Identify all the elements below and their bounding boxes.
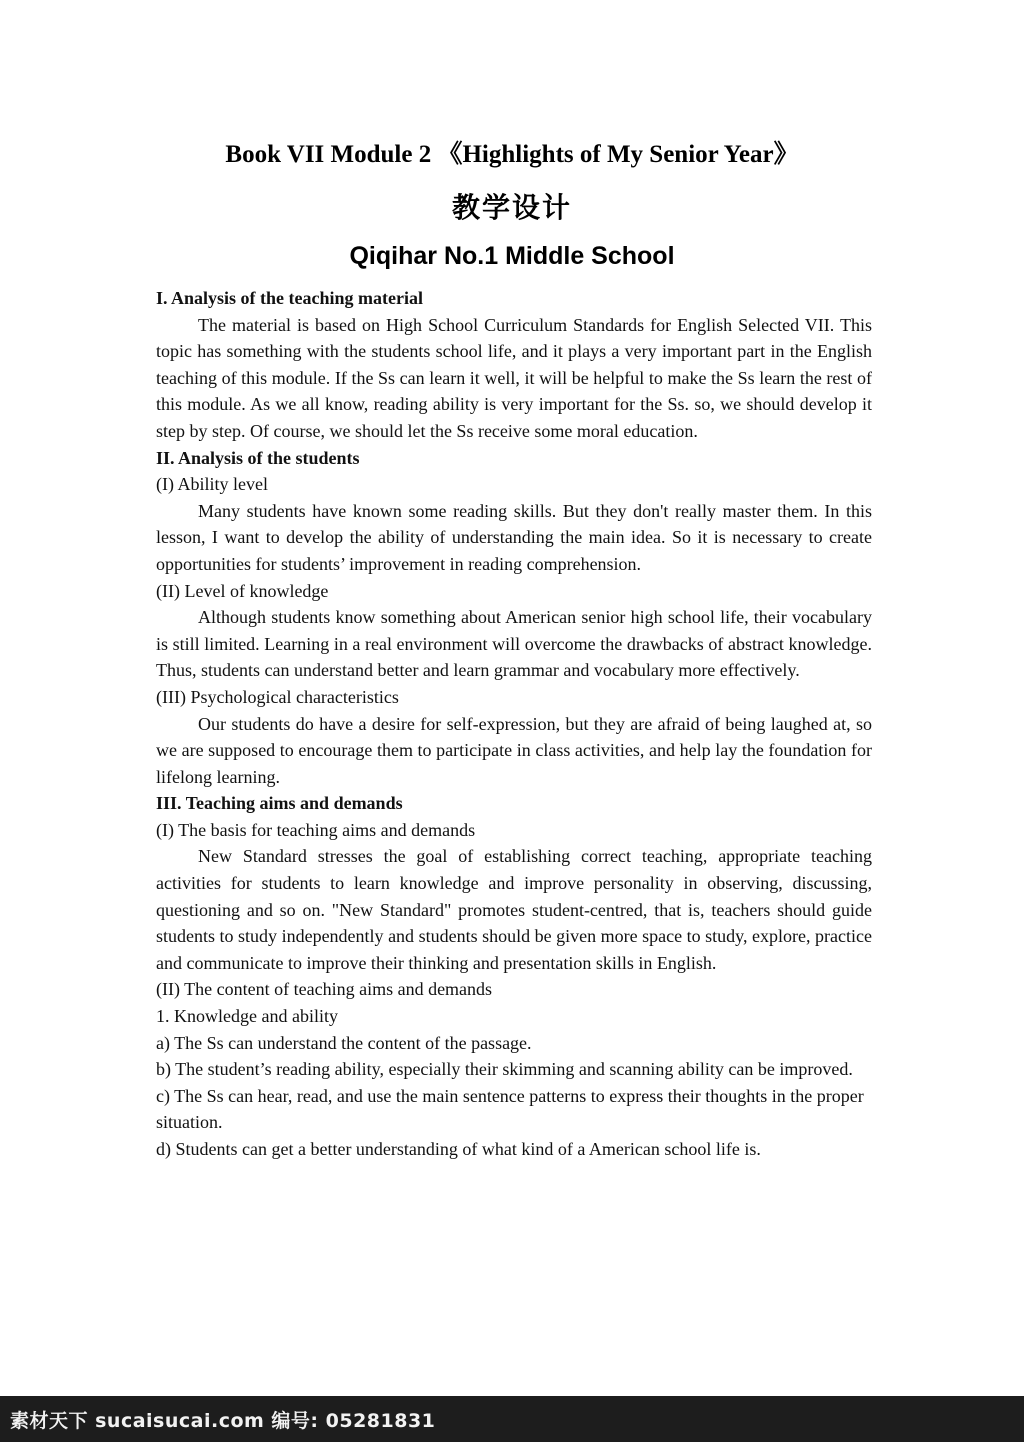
subheading: (II) The content of teaching aims and demands	[156, 979, 493, 1000]
section-heading-2: II. Analysis of the students	[156, 447, 360, 468]
paragraph: New Standard stresses the goal of establishing correct teaching, appropriate teaching activities for students to learn knowledge and improve personality in observing, discussing, questioning and so on. "New Standard" promotes student-centred, that is, teachers should guide students to study independently and students should be given more space to study, explore, practice and communicate to improve their thinking and presentation skills in English.	[156, 846, 872, 973]
list-item: c) The Ss can hear, read, and use the main sentence patterns to express their thoughts in the proper situation.	[156, 1085, 864, 1133]
paragraph: The material is based on High School Curriculum Standards for English Selected VII. This topic has something with the students school life, and it plays a very important part in the English teaching of this module. If the Ss can learn it well, it will be helpful to make the Ss learn the rest of this module. As we all know, reading ability is very important for the Ss. so, we should develop it step by step. Of course, we should let the Ss receive some moral education.	[156, 314, 872, 441]
watermark-text: 素材天下 sucaisucai.com 编号: 05281831	[10, 1410, 436, 1432]
subheading: (I) Ability level	[156, 474, 268, 495]
document-body	[156, 285, 872, 1163]
paragraph: Many students have known some reading skills. But they don't really master them. In this lesson, I want to develop the ability of understanding the main idea. So it is necessary to create opportunities for students’ improvement in reading comprehension.	[156, 500, 872, 574]
list-item: b) The student’s reading ability, especially their skimming and scanning ability can be improved.	[156, 1059, 853, 1080]
watermark-bar	[0, 1396, 1024, 1442]
paragraph: Although students know something about American senior high school life, their vocabulary is still limited. Learning in a real environment will overcome the drawbacks of abstract knowledge. Thus, students can understand better and learn grammar and vocabulary more effectively.	[156, 607, 872, 681]
section-heading-3: III. Teaching aims and demands	[156, 793, 403, 814]
subheading: (I) The basis for teaching aims and demands	[156, 819, 476, 840]
section-heading-1: I. Analysis of the teaching material	[156, 288, 423, 308]
list-item: a) The Ss can understand the content of the passage.	[156, 1032, 532, 1053]
list-item: d) Students can get a better understanding of what kind of a American school life is.	[156, 1139, 761, 1159]
subheading: (III) Psychological characteristics	[156, 686, 399, 707]
page-subtitle: 教学设计	[451, 193, 572, 224]
school-name: Qiqihar No.1 Middle School	[349, 242, 675, 270]
list-item: 1. Knowledge and ability	[156, 1006, 338, 1027]
page-title: Book VII Module 2 《Highlights of My Senior Year》	[225, 141, 799, 168]
subheading: (II) Level of knowledge	[156, 580, 329, 601]
paragraph: Our students do have a desire for self-expression, but they are afraid of being laughed at, so we are supposed to encourage them to participate in class activities, and help lay the foundation for lifelong learning.	[156, 713, 872, 787]
